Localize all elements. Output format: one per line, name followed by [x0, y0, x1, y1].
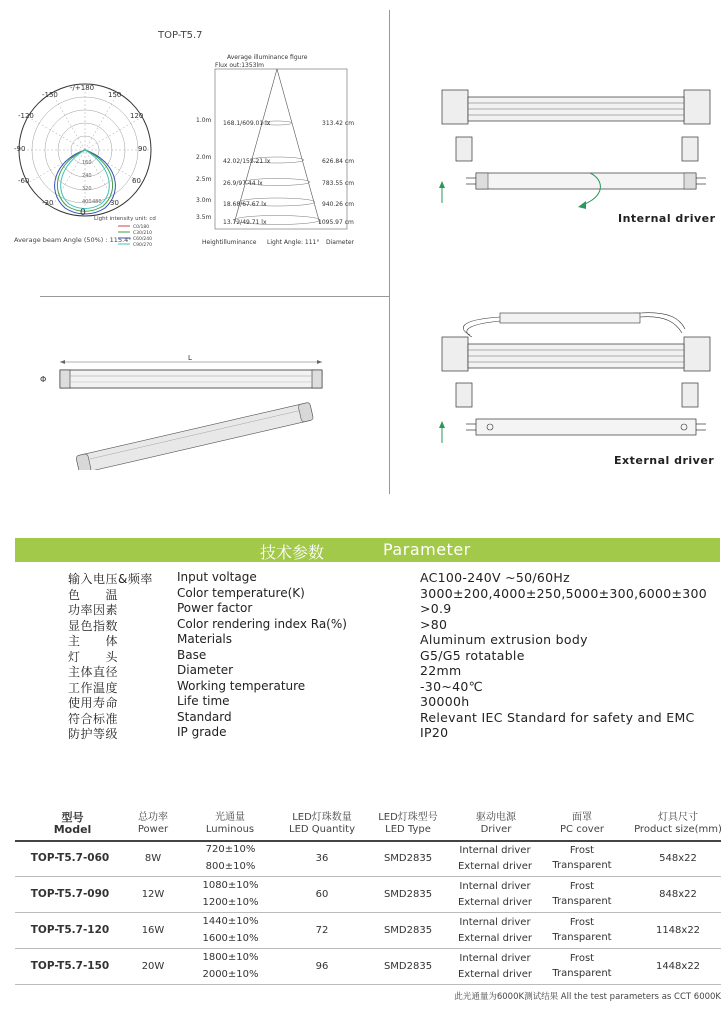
header-product-size: 灯具尺寸 Product size(mm)	[634, 812, 722, 835]
parameter-row	[0, 694, 725, 710]
cell-model: TOP-T5.7-120	[30, 924, 110, 936]
cell-luminous: 2000±10%	[202, 969, 259, 980]
radial-label: 480	[92, 199, 102, 205]
cell-size: 548x22	[659, 853, 697, 864]
cell-driver: External driver	[457, 861, 533, 872]
param-value: >80	[420, 616, 448, 632]
parameter-row	[0, 586, 725, 602]
illum-footer-height: Heightilluminance	[202, 239, 257, 246]
param-value: 30000h	[420, 694, 470, 709]
radial-label: 160	[82, 160, 92, 166]
internal-driver-label: Internal driver	[618, 212, 716, 225]
radial-label: 400	[82, 199, 92, 205]
angle-label: -60	[18, 177, 30, 185]
table-header-rule	[15, 840, 721, 842]
param-value: >0.9	[420, 601, 452, 616]
length-label: L	[188, 354, 192, 362]
cell-power: 8W	[144, 853, 162, 864]
polar-legend-item: C0/180	[133, 225, 150, 230]
cell-led-quantity: 36	[315, 853, 329, 864]
parameter-row	[0, 570, 725, 586]
param-value: G5/G5 rotatable	[420, 647, 525, 663]
cell-led-quantity: 72	[315, 925, 329, 936]
param-en: Base	[177, 647, 207, 662]
illum-diameter: 1095.97 cm	[318, 219, 354, 226]
angle-label: -30	[42, 199, 54, 207]
param-en: Materials	[177, 632, 233, 646]
cell-luminous: 1200±10%	[202, 897, 259, 908]
parameter-title-en: Parameter	[383, 540, 471, 559]
angle-label: 60	[132, 177, 141, 185]
header-led-quantity: LED灯珠数量 LED Quantity	[289, 812, 355, 835]
cell-cover: Transparent	[552, 932, 612, 943]
header-power: 总功率 Power	[137, 812, 169, 835]
cell-model: TOP-T5.7-060	[30, 852, 110, 864]
param-en: Diameter	[177, 663, 234, 677]
cell-driver: Internal driver	[459, 953, 531, 964]
param-cn: 功率因素	[68, 603, 119, 617]
cell-luminous: 1600±10%	[202, 933, 259, 944]
angle-label: -/+180	[70, 84, 95, 92]
param-en: IP grade	[177, 725, 227, 739]
param-cn: 色 温	[68, 587, 119, 602]
cell-cover: Frost	[569, 953, 595, 964]
parameter-row	[0, 679, 725, 695]
parameter-row	[0, 725, 725, 741]
param-en: Color temperature(K)	[177, 585, 305, 600]
angle-label: 150	[108, 91, 122, 99]
illum-height: 1.0m	[196, 117, 212, 124]
cell-cover: Transparent	[552, 860, 612, 871]
angle-label: -120	[18, 112, 34, 120]
cell-led-type: SMD2835	[383, 853, 433, 864]
polar-legend-item: C90/270	[133, 243, 152, 248]
cell-size: 848x22	[659, 889, 697, 900]
illum-diameter: 940.26 cm	[322, 201, 355, 208]
polar-legend-title: Light intensity unit: cd	[94, 216, 156, 222]
header-luminous: 光通量 Luminous	[205, 812, 255, 835]
cell-led-type: SMD2835	[383, 961, 433, 972]
table-row-rule	[15, 876, 721, 877]
cell-led-type: SMD2835	[383, 925, 433, 936]
cell-led-quantity: 60	[315, 889, 329, 900]
param-cn: 符合标准	[68, 711, 119, 726]
cell-driver: External driver	[457, 969, 533, 980]
angle-label: 120	[130, 112, 144, 120]
param-value: IP20	[420, 725, 449, 740]
table-footnote: 此光通量为6000K测试结果 All the test parameters as CCT 6000K	[454, 992, 721, 1002]
param-value: -30~40℃	[420, 678, 483, 694]
cell-power: 16W	[141, 925, 165, 936]
param-cn: 主体直径	[68, 665, 119, 679]
parameter-row	[0, 710, 725, 726]
illum-value: 26.9/97.44 lx	[223, 180, 263, 187]
illuminance-title: Average illuminance figure	[227, 54, 308, 61]
cell-driver: Internal driver	[459, 845, 531, 856]
angle-label: -150	[42, 91, 58, 99]
angle-label: 90	[138, 145, 147, 153]
param-value: AC100-240V ~50/60Hz	[420, 570, 570, 585]
cell-size: 1448x22	[655, 961, 701, 972]
cell-cover: Frost	[569, 845, 595, 856]
cell-model: TOP-T5.7-090	[30, 888, 110, 900]
illum-value: 18.68/67.67 lx	[223, 201, 267, 208]
cell-power: 20W	[141, 961, 165, 972]
internal-driver-drawing	[430, 85, 720, 220]
param-en: Standard	[177, 709, 232, 724]
cell-model: TOP-T5.7-150	[30, 960, 110, 972]
param-value: 22mm	[420, 663, 462, 678]
param-en: Input voltage	[177, 570, 257, 584]
cell-cover: Transparent	[552, 896, 612, 907]
cell-cover: Transparent	[552, 968, 612, 979]
parameter-row	[0, 617, 725, 633]
table-bottom-rule	[15, 984, 721, 985]
diameter-symbol: Φ	[40, 375, 47, 384]
parameter-header-bar	[15, 538, 720, 562]
illum-height: 3.0m	[196, 197, 212, 204]
polar-legend-item: C60/240	[133, 237, 152, 242]
parameter-row	[0, 648, 725, 664]
illum-footer-angle: Light Angle: 111°	[267, 239, 320, 246]
header-led-type: LED灯珠型号 LED Type	[378, 812, 438, 835]
horizontal-divider	[40, 296, 389, 297]
cell-cover: Frost	[569, 881, 595, 892]
param-cn: 工作温度	[68, 680, 119, 695]
illum-diameter: 626.84 cm	[322, 158, 355, 165]
param-cn: 灯 头	[68, 649, 119, 664]
tube-dimension-drawing	[30, 350, 360, 470]
beam-angle-note: Average beam Angle (50%) : 115.4°	[14, 236, 132, 244]
illum-value: 13.72/49.71 lx	[223, 219, 267, 226]
radial-label: 240	[82, 173, 92, 179]
cell-driver: Internal driver	[459, 917, 531, 928]
angle-label: 30	[110, 199, 119, 207]
table-row-rule	[15, 948, 721, 949]
param-value: Aluminum extrusion body	[420, 632, 588, 647]
angle-label: -90	[14, 145, 26, 153]
illum-height: 2.0m	[196, 154, 212, 161]
polar-light-distribution	[10, 75, 180, 255]
cell-luminous: 1800±10%	[202, 952, 259, 963]
illuminance-figure	[190, 50, 365, 250]
header-model: 型号 Model	[53, 811, 92, 836]
radial-label: 320	[82, 186, 92, 192]
cell-luminous: 1440±10%	[202, 916, 259, 927]
illum-value: 168.1/609.01 lx	[223, 120, 271, 127]
external-driver-drawing	[430, 305, 720, 455]
param-en: Power factor	[177, 601, 253, 615]
param-en: Working temperature	[177, 678, 306, 693]
param-cn: 主 体	[68, 634, 119, 648]
header-pc-cover: 面罩 PC cover	[560, 812, 604, 835]
cell-power: 12W	[141, 889, 165, 900]
cell-luminous: 800±10%	[205, 861, 256, 872]
polar-legend-item: C30/210	[133, 231, 152, 236]
header-driver: 驱动电源 Driver	[476, 812, 516, 835]
param-cn: 使用寿命	[68, 696, 119, 710]
illum-diameter: 783.55 cm	[322, 180, 355, 187]
parameter-row	[0, 663, 725, 679]
cell-cover: Frost	[569, 917, 595, 928]
cell-luminous: 1080±10%	[202, 880, 259, 891]
cell-luminous: 720±10%	[205, 844, 256, 855]
angle-label: 0	[80, 208, 86, 218]
param-en: Color rendering index Ra(%)	[177, 616, 347, 631]
external-driver-label: External driver	[614, 454, 715, 467]
cell-led-quantity: 96	[315, 961, 329, 972]
param-cn: 输入电压&频率	[68, 572, 153, 586]
parameter-title-cn: 技术参数	[260, 543, 325, 562]
param-en: Life time	[177, 694, 230, 708]
parameter-row	[0, 601, 725, 617]
table-row-rule	[15, 912, 721, 913]
param-value: 3000±200,4000±250,5000±300,6000±300	[420, 585, 707, 601]
param-value: Relevant IEC Standard for safety and EMC	[420, 709, 695, 725]
figure-title: TOP-T5.7	[158, 30, 203, 41]
illum-height: 2.5m	[196, 176, 212, 183]
cell-driver: External driver	[457, 933, 533, 944]
param-cn: 防护等级	[68, 727, 119, 741]
cell-driver: External driver	[457, 897, 533, 908]
vertical-divider	[389, 10, 390, 494]
param-cn: 显色指数	[68, 618, 119, 633]
illum-height: 3.5m	[196, 214, 212, 221]
illuminance-flux: Flux out:1353lm	[215, 62, 265, 69]
illum-footer-diameter: Diameter	[326, 239, 355, 246]
illum-diameter: 313.42 cm	[322, 120, 355, 127]
illum-value: 42.02/152.21 lx	[223, 158, 271, 165]
cell-led-type: SMD2835	[383, 889, 433, 900]
parameter-row	[0, 632, 725, 648]
cell-size: 1148x22	[655, 925, 701, 936]
cell-driver: Internal driver	[459, 881, 531, 892]
